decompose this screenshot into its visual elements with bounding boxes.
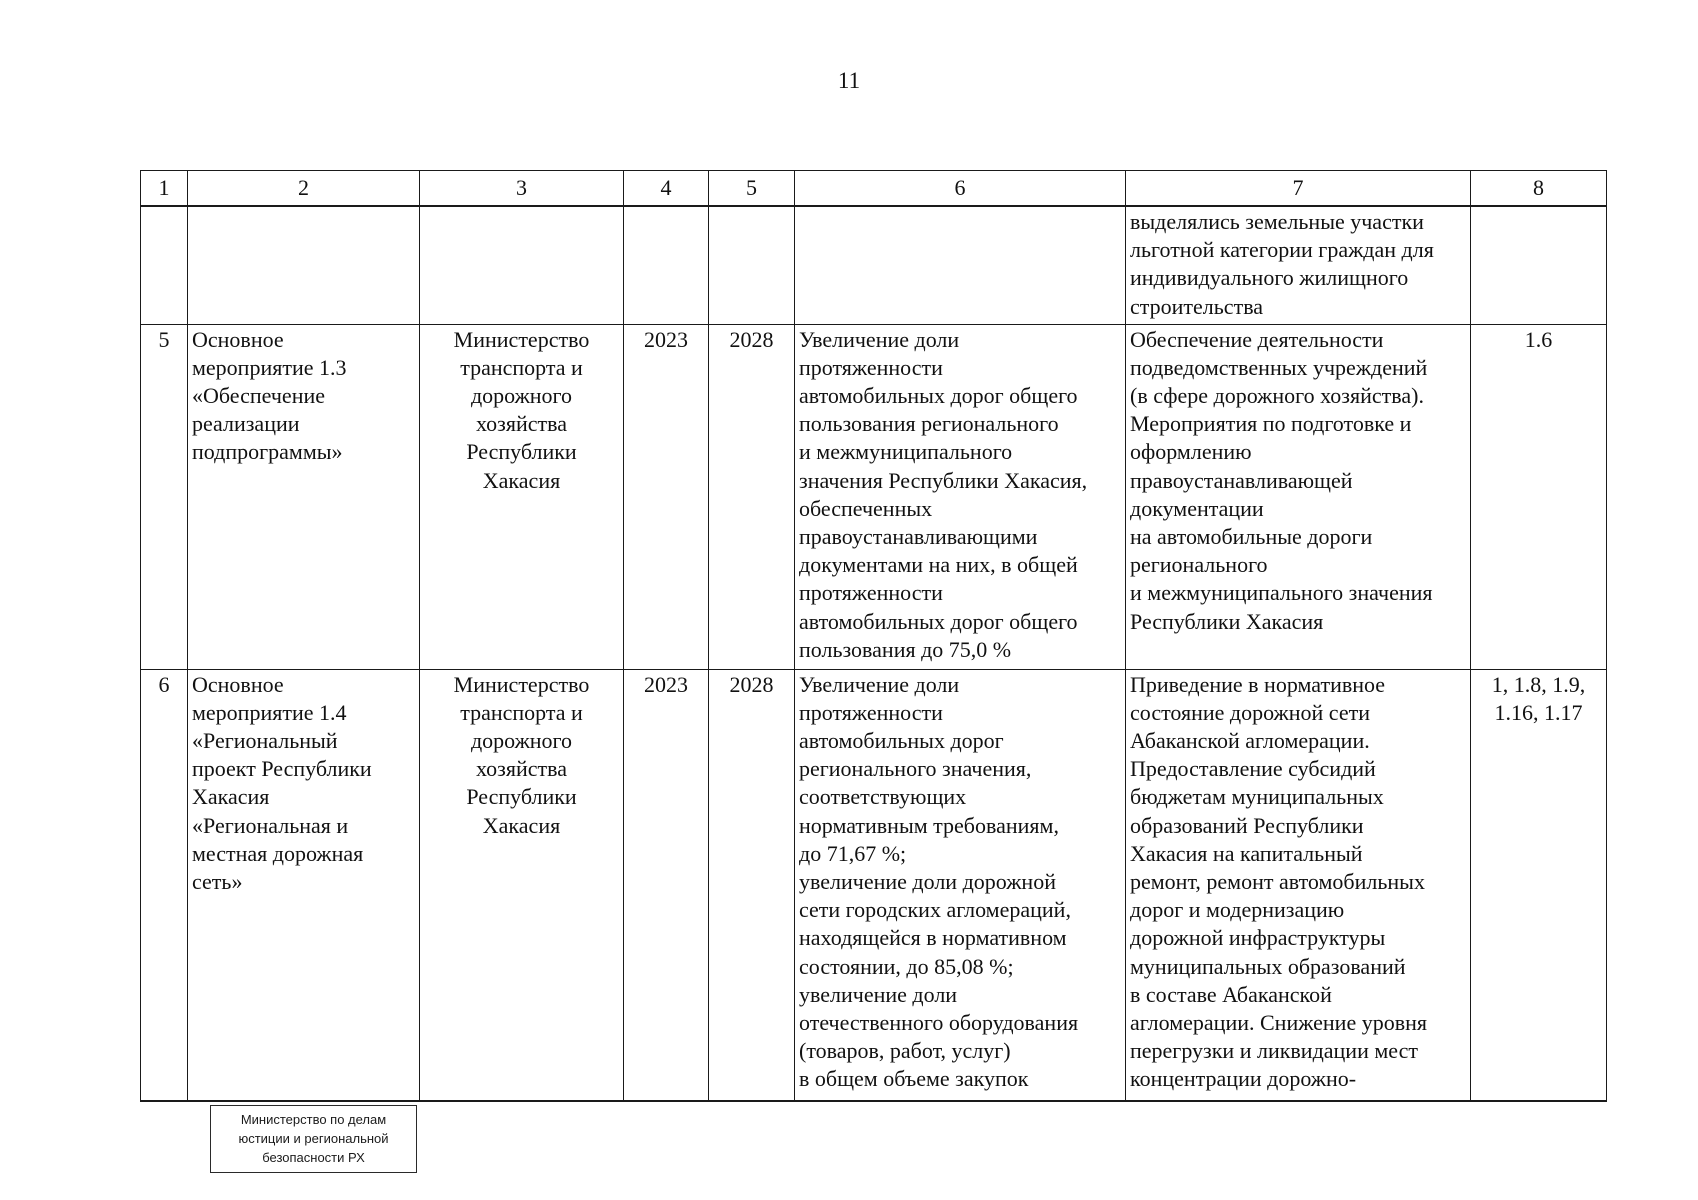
executor-cell: Министерство транспорта и дорожного хозяйства Республики Хакасия	[420, 324, 624, 669]
expected-result-cell: Увеличение доли протяженности автомобильных дорог регионального значения, соответствующих нормативным требованиям, до 71,67 %; увеличение доли дорожной сети городских агломераций, находящейся в нормативном состоянии, до 85,08 %; увеличение доли отечественного оборудования (товаров, работ, услуг) в общем объеме закупок	[795, 669, 1126, 1101]
column-header-7: 7	[1126, 171, 1471, 207]
registration-stamp	[210, 1105, 417, 1173]
column-header-4: 4	[624, 171, 709, 207]
column-header-1: 1	[141, 171, 188, 207]
continuation-row	[141, 206, 1607, 324]
table-header-row	[141, 171, 1607, 207]
expected-result-cell: Увеличение доли протяженности автомобильных дорог общего пользования регионального и межмуниципального значения Республики Хакасия, обеспеченных правоустанавливающими документами на них, в общей протяженности автомобильных дорог общего пользования до 75,0 %	[795, 324, 1126, 669]
column-header-3: 3	[420, 171, 624, 207]
start-year-cell: 2023	[624, 324, 709, 669]
column-header-8: 8	[1471, 171, 1607, 207]
column-header-5: 5	[709, 171, 795, 207]
executor-cell: Министерство транспорта и дорожного хозяйства Республики Хакасия	[420, 669, 624, 1101]
column-header-2: 2	[188, 171, 420, 207]
row-number-cell: 5	[141, 324, 188, 669]
continuation-cell-3	[420, 206, 624, 324]
page-number: 11	[837, 68, 861, 93]
indicators-cell: 1.6	[1471, 324, 1607, 669]
stamp-line-3: безопасности РХ	[262, 1150, 365, 1165]
table-row	[141, 669, 1607, 1101]
continuation-directions-cell: выделялись земельные участки льготной категории граждан для индивидуального жилищного строительства	[1126, 206, 1471, 324]
main-directions-cell: Приведение в нормативное состояние дорожной сети Абаканской агломерации. Предоставление субсидий бюджетам муниципальных образований Республики Хакасия на капитальный ремонт, ремонт автомобильных дорог и модернизацию дорожной инфраструктуры муниципальных образований в составе Абаканской агломерации. Снижение уровня перегрузки и ликвидации мест концентрации дорожно-	[1126, 669, 1471, 1101]
continuation-cell-4	[624, 206, 709, 324]
activity-name-cell: Основное мероприятие 1.3 «Обеспечение реализации подпрограммы»	[188, 324, 420, 669]
end-year-cell: 2028	[709, 324, 795, 669]
continuation-cell-1	[141, 206, 188, 324]
continuation-cell-2	[188, 206, 420, 324]
stamp-line-2: юстиции и региональной	[238, 1131, 389, 1146]
start-year-cell: 2023	[624, 669, 709, 1101]
stamp-line-1: Министерство по делам	[240, 1112, 387, 1127]
activity-name-cell: Основное мероприятие 1.4 «Региональный проект Республики Хакасия «Региональная и местная дорожная сеть»	[188, 669, 420, 1101]
continuation-cell-5	[709, 206, 795, 324]
end-year-cell: 2028	[709, 669, 795, 1101]
column-header-6: 6	[795, 171, 1126, 207]
table-row	[141, 324, 1607, 669]
main-directions-cell: Обеспечение деятельности подведомственных учреждений (в сфере дорожного хозяйства). Мероприятия по подготовке и оформлению правоустанавливающей документации на автомобильные дороги регионального и межмуниципального значения Республики Хакасия	[1126, 324, 1471, 669]
continuation-cell-6	[795, 206, 1126, 324]
activities-table	[140, 170, 1607, 1102]
continuation-cell-8	[1471, 206, 1607, 324]
indicators-cell: 1, 1.8, 1.9, 1.16, 1.17	[1471, 669, 1607, 1101]
row-number-cell: 6	[141, 669, 188, 1101]
